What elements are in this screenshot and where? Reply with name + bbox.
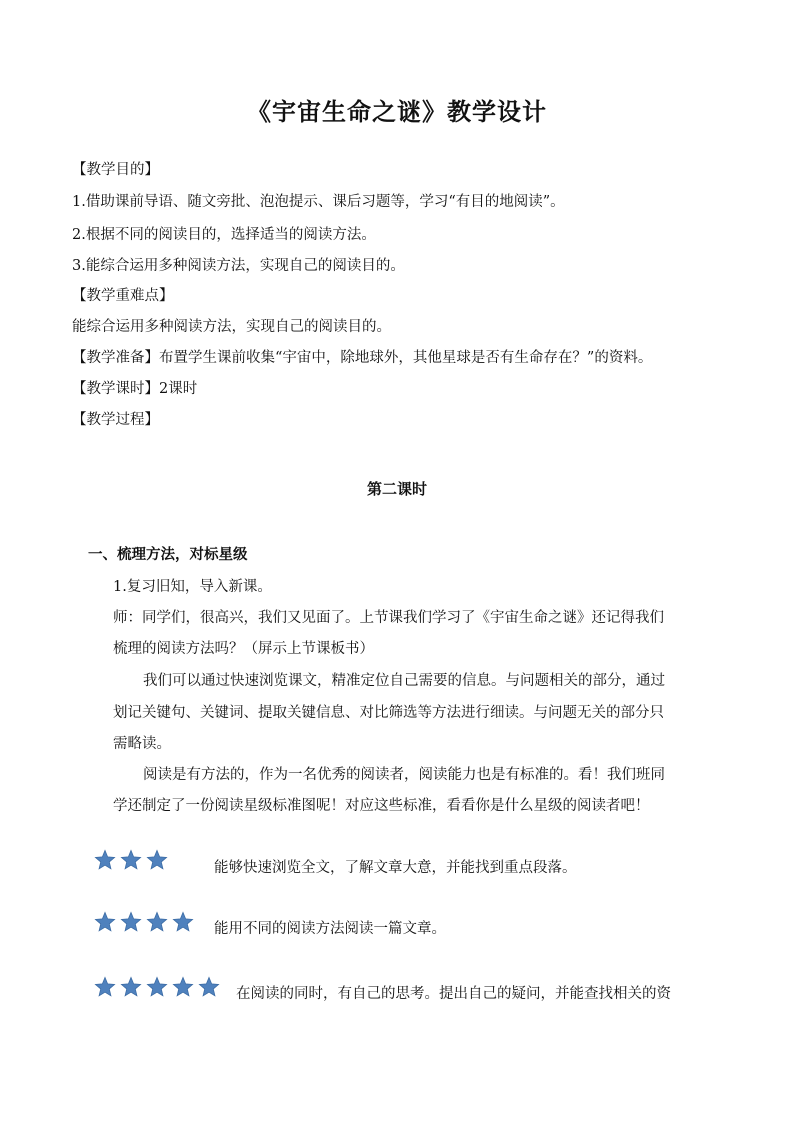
star-rating-5 bbox=[94, 975, 224, 999]
prep-line bbox=[72, 348, 652, 368]
step-1: 1.复习旧知，导入新课。 bbox=[113, 579, 272, 595]
hours-line bbox=[72, 379, 197, 399]
teacher-line-1: 师：同学们，很高兴，我们又见面了。上节课我们学习了《宇宙生命之谜》还记得我们 bbox=[113, 610, 664, 626]
star-icon bbox=[120, 849, 142, 871]
teacher-line-2: 梳理的阅读方法吗？（屏示上节课板书） bbox=[113, 641, 374, 657]
goal-header: 【教学目的】 bbox=[72, 162, 159, 178]
star-rating-4 bbox=[94, 910, 198, 934]
paragraph-2-line-2: 学还制定了一份阅读星级标准图呢！对应这些标准，看看你是什么星级的阅读者吧！ bbox=[113, 798, 650, 814]
paragraph-1-line-3: 需略读。 bbox=[113, 736, 171, 752]
star-icon bbox=[198, 976, 220, 998]
star-icon bbox=[172, 911, 194, 933]
star-icon bbox=[146, 911, 168, 933]
goal-item-1: 1.借助课前导语、随文旁批、泡泡提示、课后习题等，学习“有目的地阅读”。 bbox=[72, 194, 565, 210]
star-icon bbox=[94, 849, 116, 871]
prep-header: 【教学准备】 bbox=[72, 350, 159, 366]
star-icon bbox=[120, 911, 142, 933]
star-icon bbox=[146, 849, 168, 871]
paragraph-1-line-1: 我们可以通过快速浏览课文，精准定位自己需要的信息。与问题相关的部分，通过 bbox=[143, 673, 665, 689]
process-header: 【教学过程】 bbox=[72, 412, 159, 428]
goal-item-3: 3.能综合运用多种阅读方法，实现自己的阅读目的。 bbox=[72, 258, 405, 274]
star-level-5-text: 在阅读的同时，有自己的思考。提出自己的疑问，并能查找相关的资 bbox=[236, 986, 671, 1002]
paragraph-2-line-1: 阅读是有方法的，作为一名优秀的阅读者，阅读能力也是有标准的。看！我们班同 bbox=[143, 767, 665, 783]
star-icon bbox=[146, 976, 168, 998]
star-icon bbox=[94, 976, 116, 998]
star-level-3-text: 能够快速浏览全文，了解文章大意，并能找到重点段落。 bbox=[214, 860, 577, 876]
paragraph-1-line-2: 划记关键句、关键词、提取关键信息、对比筛选等方法进行细读。与问题无关的部分只 bbox=[113, 705, 664, 721]
document-title: 《宇宙生命之谜》教学设计 bbox=[247, 97, 547, 126]
star-rating-3 bbox=[94, 848, 172, 872]
prep-text: 布置学生课前收集“宇宙中，除地球外，其他星球是否有生命存在？”的资料。 bbox=[159, 350, 653, 366]
key-header: 【教学重难点】 bbox=[72, 288, 174, 304]
key-text: 能综合运用多种阅读方法，实现自己的阅读目的。 bbox=[72, 319, 391, 335]
hours-text: 2课时 bbox=[159, 381, 198, 397]
star-icon bbox=[120, 976, 142, 998]
goal-item-2: 2.根据不同的阅读目的，选择适当的阅读方法。 bbox=[72, 227, 376, 243]
hours-header: 【教学课时】 bbox=[72, 381, 159, 397]
section-title: 一、梳理方法，对标星级 bbox=[88, 546, 248, 563]
star-level-4-text: 能用不同的阅读方法阅读一篇文章。 bbox=[214, 921, 446, 937]
lesson-title: 第二课时 bbox=[366, 480, 427, 498]
star-icon bbox=[172, 976, 194, 998]
star-icon bbox=[94, 911, 116, 933]
